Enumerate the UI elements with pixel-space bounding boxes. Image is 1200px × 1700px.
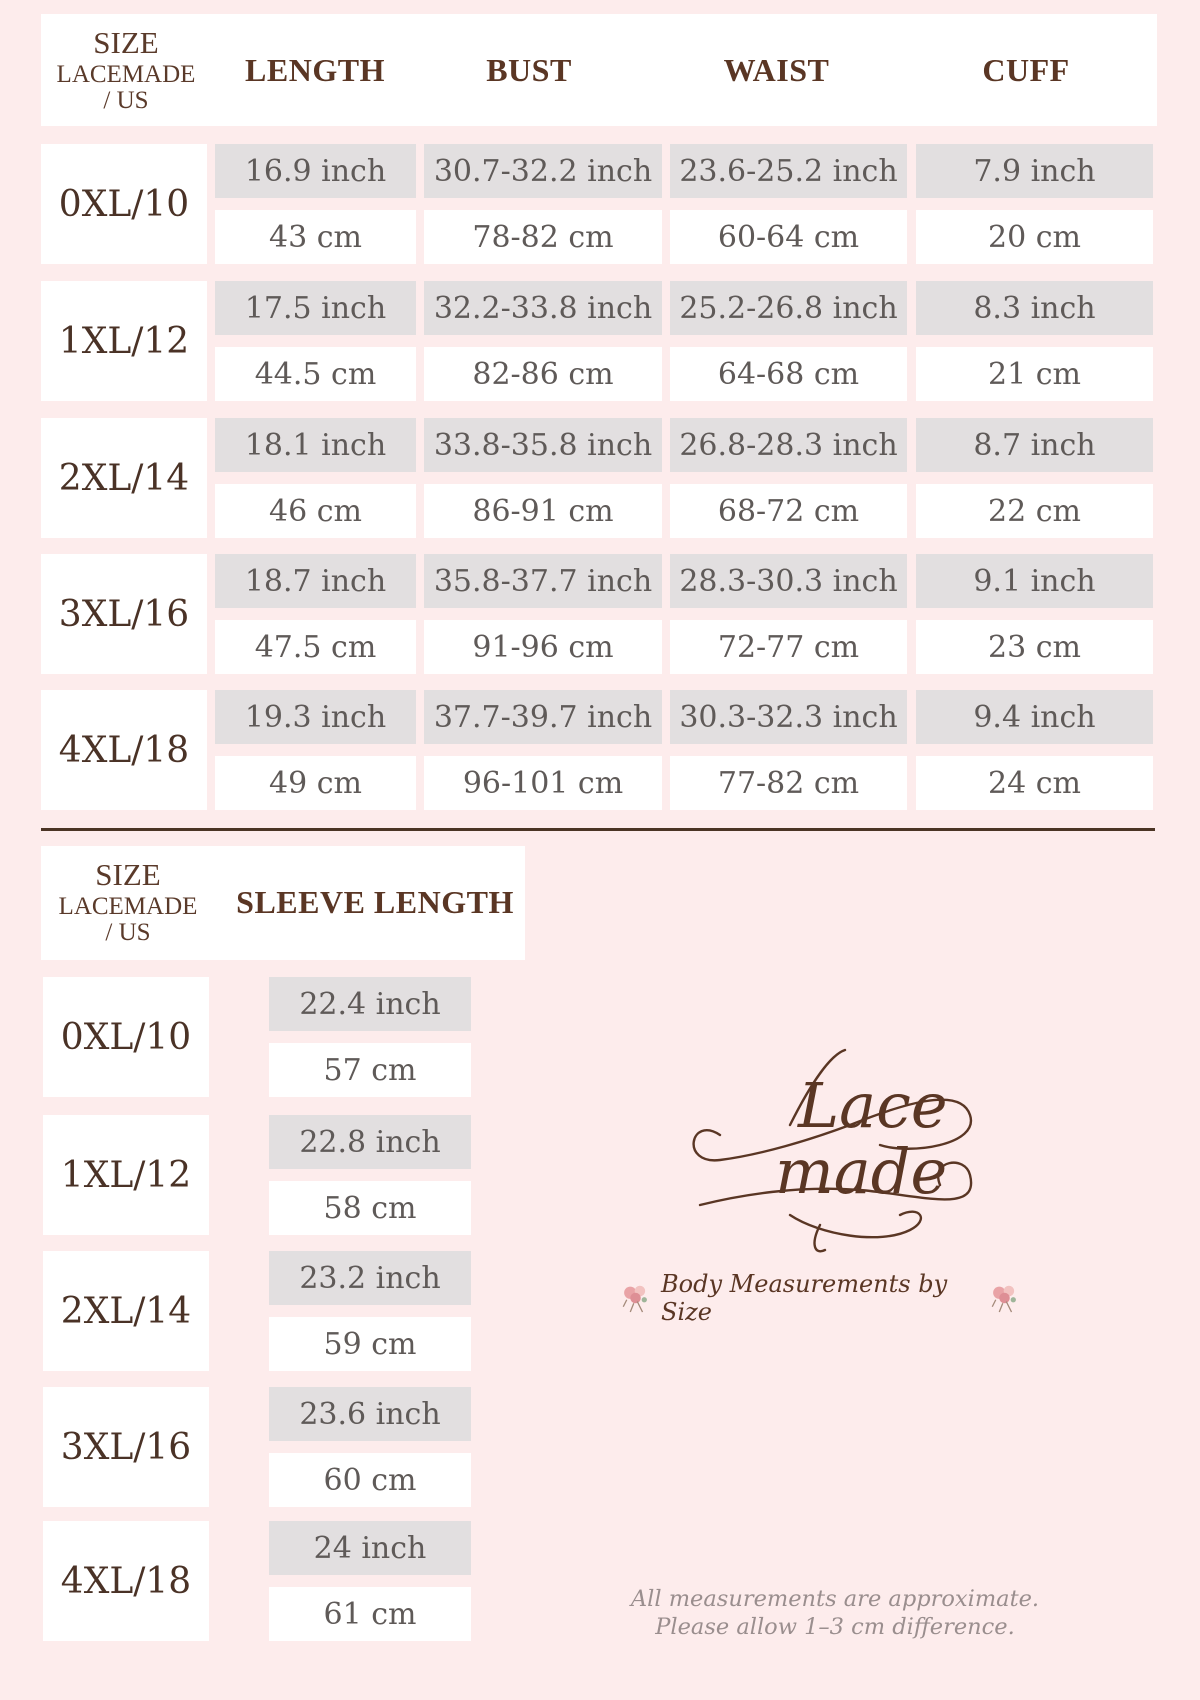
cm-value-cell: 23 cm [916,620,1153,674]
size-label: 1XL/12 [43,1115,209,1235]
column-header-cuff: CUFF [982,51,1070,88]
logo-word-made: made [775,1135,948,1208]
note-line1: All measurements are approximate. [630,1586,1040,1612]
measurement-note [600,1585,1070,1641]
cm-value-cell: 22 cm [916,484,1153,538]
size-label: 0XL/10 [43,977,209,1097]
cm-value-cell: 72-77 cm [670,620,907,674]
size-header [41,14,211,126]
sleeve-cm-cell: 58 cm [269,1181,471,1235]
sleeve-cm-cell: 61 cm [269,1587,471,1641]
note-line2: Please allow 1–3 cm difference. [655,1614,1015,1641]
cm-value-cell: 96-101 cm [424,756,662,810]
size-label: 2XL/14 [43,1251,209,1371]
cm-value-cell: 49 cm [215,756,416,810]
inch-value-cell: 32.2-33.8 inch [424,281,662,335]
inch-value-cell: 28.3-30.3 inch [670,554,907,608]
sleeve-cm-cell: 59 cm [269,1317,471,1371]
inch-value-cell: 37.7-39.7 inch [424,690,662,744]
cm-value-cell: 60-64 cm [670,210,907,264]
logo-word-lace: Lace [798,1069,948,1142]
cm-value-cell: 44.5 cm [215,347,416,401]
size-header-line1: SIZE [93,25,159,60]
cm-value-cell: 24 cm [916,756,1153,810]
sleeve-inch-cell: 23.6 inch [269,1387,471,1441]
inch-value-cell: 23.6-25.2 inch [670,144,907,198]
inch-value-cell: 9.1 inch [916,554,1153,608]
inch-value-cell: 30.3-32.3 inch [670,690,907,744]
size-header-bottom-line2: LACEMADE [58,893,198,920]
bottom-table-header [41,846,525,960]
sleeve-cm-cell: 57 cm [269,1043,471,1097]
size-header-bottom [41,846,215,958]
size-label: 1XL/12 [41,281,207,401]
size-label: 0XL/10 [41,144,207,264]
inch-value-cell: 19.3 inch [215,690,416,744]
column-header-bust: BUST [486,51,572,88]
size-label: 2XL/14 [41,418,207,538]
cm-value-cell: 46 cm [215,484,416,538]
size-label: 3XL/16 [41,554,207,674]
inch-value-cell: 16.9 inch [215,144,416,198]
sleeve-inch-cell: 24 inch [269,1521,471,1575]
size-label: 4XL/18 [43,1521,209,1641]
cm-value-cell: 78-82 cm [424,210,662,264]
inch-value-cell: 18.7 inch [215,554,416,608]
section-divider [41,828,1155,831]
size-header-line2: LACEMADE [56,61,196,88]
sleeve-inch-cell: 22.8 inch [269,1115,471,1169]
sleeve-inch-cell: 23.2 inch [269,1251,471,1305]
size-header-bottom-line1: SIZE [95,857,161,892]
inch-value-cell: 8.7 inch [916,418,1153,472]
size-label: 3XL/16 [43,1387,209,1507]
inch-value-cell: 35.8-37.7 inch [424,554,662,608]
cm-value-cell: 20 cm [916,210,1153,264]
logo-caption [610,1270,1030,1326]
inch-value-cell: 8.3 inch [916,281,1153,335]
lacemade-logo [680,1045,1000,1265]
inch-value-cell: 9.4 inch [916,690,1153,744]
cm-value-cell: 21 cm [916,347,1153,401]
cm-value-cell: 64-68 cm [670,347,907,401]
caption-text: Body Measurements by Size [661,1270,948,1326]
size-header-line3: / US [103,87,149,114]
cm-value-cell: 47.5 cm [215,620,416,674]
inch-value-cell: 7.9 inch [916,144,1153,198]
inch-value-cell: 25.2-26.8 inch [670,281,907,335]
inch-value-cell: 18.1 inch [215,418,416,472]
sleeve-inch-cell: 22.4 inch [269,977,471,1031]
size-label: 4XL/18 [41,690,207,810]
inch-value-cell: 33.8-35.8 inch [424,418,662,472]
flower-bouquet-icon [618,1279,653,1317]
inch-value-cell: 26.8-28.3 inch [670,418,907,472]
cm-value-cell: 86-91 cm [424,484,662,538]
cm-value-cell: 68-72 cm [670,484,907,538]
cm-value-cell: 82-86 cm [424,347,662,401]
cm-value-cell: 43 cm [215,210,416,264]
column-header-length: LENGTH [245,51,385,88]
flower-bouquet-icon [987,1279,1022,1317]
size-header-bottom-line3: / US [105,919,151,946]
top-table-header [41,14,1157,126]
column-header-sleeve-length: SLEEVE LENGTH [236,883,514,920]
column-header-waist: WAIST [723,51,830,88]
inch-value-cell: 17.5 inch [215,281,416,335]
cm-value-cell: 91-96 cm [424,620,662,674]
sleeve-cm-cell: 60 cm [269,1453,471,1507]
cm-value-cell: 77-82 cm [670,756,907,810]
inch-value-cell: 30.7-32.2 inch [424,144,662,198]
